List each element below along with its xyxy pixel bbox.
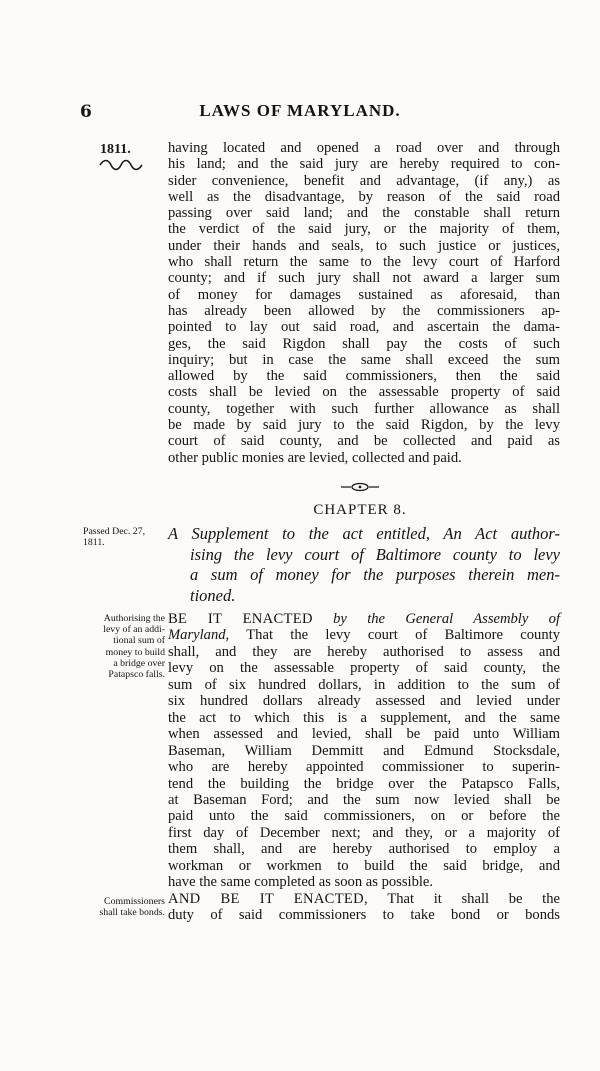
enacting-clause: AND BE IT ENACTED,	[168, 890, 368, 907]
line-text: tend the building the bridge over the Patapsco Falls,	[168, 775, 560, 792]
title-line: a sum of money for the purposes therein men-	[190, 565, 560, 585]
italic-text: Maryland,	[168, 627, 230, 644]
line-text: That the levy court of Baltimore county	[229, 627, 560, 644]
line-text: when assessed and levied, shall be paid unto William	[168, 726, 560, 743]
text-line	[168, 611, 560, 627]
margin-note-line: Patapsco falls.	[108, 669, 165, 681]
section-divider-ornament-icon	[339, 482, 381, 492]
margin-year: 1811.	[100, 142, 131, 157]
text-line	[168, 858, 560, 874]
text-line: county; and if such jury shall not award a larger sum	[168, 270, 560, 287]
margin-note-line: levy of an addi-	[103, 624, 165, 636]
text-line	[168, 776, 560, 792]
text-line	[168, 660, 560, 676]
chapter-body-text	[168, 611, 560, 924]
text-line	[168, 808, 560, 824]
text-line	[168, 710, 560, 726]
line-text: at Baseman Ford; and the sum now levied shall be	[168, 791, 560, 808]
margin-note-line: Authorising the	[103, 613, 165, 624]
text-line: pointed to lay out said road, and ascertain the dama-	[168, 319, 560, 336]
text-line: court of said county, and be collected and paid as	[168, 433, 560, 450]
line-text: first day of December next; and they, or a majority of	[168, 824, 560, 841]
text-line: has already been allowed by the commissioners ap-	[168, 302, 560, 319]
passed-date-line: Passed Dec. 27,	[83, 526, 146, 537]
page-number: 6	[80, 102, 92, 122]
text-line: having located and opened a road over and through	[168, 140, 560, 156]
chapter-heading: CHAPTER 8.	[313, 502, 407, 518]
text-line	[168, 841, 560, 857]
line-text: paid unto the said commissioners, on or before the	[168, 808, 560, 825]
text-line: ges, the said Rigdon shall pay the costs of such	[168, 335, 560, 352]
text-line	[168, 825, 560, 841]
text-line	[168, 677, 560, 693]
margin-note-line: a bridge over	[113, 657, 165, 669]
text-line: allowed by the said commissioners, then the said	[168, 368, 560, 385]
text-line	[168, 759, 560, 775]
text-line: his land; and the said jury are hereby required to con-	[168, 156, 560, 173]
title-line: ising the levy court of Baltimore county to levy	[190, 544, 560, 564]
text-line: sider convenience, benefit and advantage, (if any,) as	[168, 172, 560, 189]
line-text: the act to which this is a supplement, and the same	[168, 709, 560, 726]
text-line: be made by said jury to the said Rigdon, by the levy	[168, 417, 560, 434]
line-text: them shall, and are hereby authorised to employ a	[168, 841, 560, 858]
margin-note-authorising	[83, 613, 165, 680]
text-line	[168, 743, 560, 759]
text-line: county, together with such further allowance as shall	[168, 400, 560, 417]
passed-date-note	[83, 526, 165, 548]
text-line: who shall return the same to the levy court of Harford	[168, 254, 560, 271]
text-line: passing over said land; and the constable shall return	[168, 205, 560, 222]
text-line	[168, 726, 560, 742]
text-line	[168, 644, 560, 660]
line-text: who are hereby appointed commissioner to superin-	[168, 759, 560, 776]
text-line	[168, 891, 560, 907]
swash-ornament-icon	[98, 158, 144, 172]
previous-act-text	[168, 140, 560, 466]
text-line: other public monies are levied, collected and paid.	[168, 449, 462, 466]
line-text: six hundred dollars already assessed and levied under	[168, 693, 560, 710]
margin-note-line: shall take bonds.	[99, 907, 165, 919]
text-line: costs shall be levied on the assessable property of said	[168, 384, 560, 401]
line-text: duty of said commissioners to take bond or bonds	[168, 907, 560, 924]
margin-note-line: tional sum of	[113, 635, 165, 647]
margin-note-commissioners	[83, 896, 165, 918]
running-title: LAWS OF MARYLAND.	[199, 101, 401, 120]
text-line: under their hands and seals, to such justice or justices,	[168, 237, 560, 254]
line-text: levy on the assessable property of said county, the	[168, 660, 560, 677]
text-line	[168, 792, 560, 808]
text-line	[168, 693, 560, 709]
text-line: the verdict of the said jury, or the majority of them,	[168, 221, 560, 238]
enacting-clause: BE IT ENACTED	[168, 611, 313, 627]
margin-note-line: money to build	[105, 646, 165, 658]
italic-text: by the General Assembly of	[312, 611, 561, 627]
line-text: That it shall be the	[367, 890, 560, 907]
passed-date-line: 1811.	[83, 537, 105, 549]
text-line: well as the disadvantage, by reason of the said road	[168, 188, 560, 205]
line-text: Baseman, William Demmitt and Edmund Stocksdale,	[168, 742, 560, 759]
text-line: inquiry; but in case the same shall exceed the sum	[168, 351, 560, 368]
text-line	[168, 874, 560, 890]
title-line: A Supplement to the act entitled, An Act author-	[168, 524, 560, 543]
line-text: sum of six hundred dollars, in addition to the sum of	[168, 676, 560, 693]
margin-note-line: Commissioners	[104, 896, 165, 907]
line-text: shall, and they are hereby authorised to assess and	[168, 643, 560, 660]
line-text: have the same completed as soon as possible.	[168, 874, 434, 891]
text-line: of money for damages sustained as aforesaid, than	[168, 286, 560, 303]
line-text: workman or workmen to build the said bridge, and	[168, 857, 560, 874]
text-line	[168, 907, 560, 923]
title-line: tioned.	[190, 585, 236, 605]
text-line	[168, 627, 560, 643]
chapter-title	[168, 524, 560, 606]
